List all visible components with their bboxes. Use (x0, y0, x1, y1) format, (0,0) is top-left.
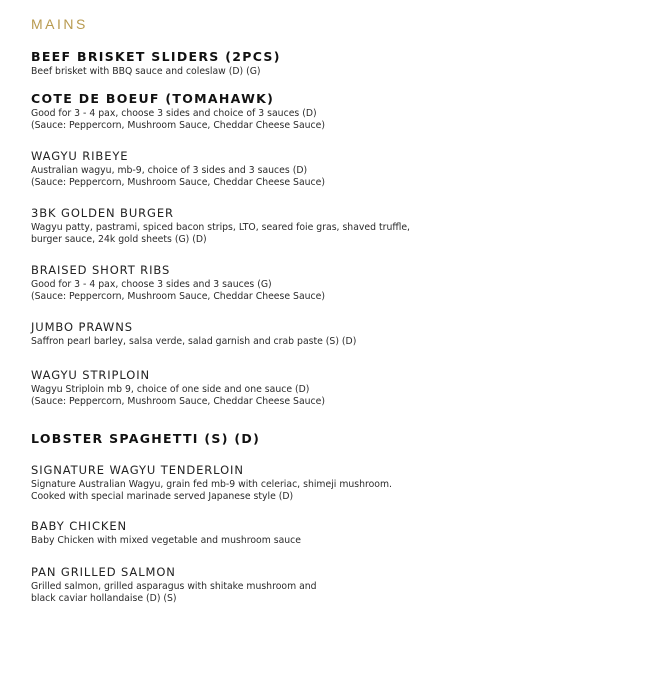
menu-item (31, 263, 631, 304)
section-title: MAINS (31, 16, 88, 32)
item-name: PAN GRILLED SALMON (31, 565, 176, 579)
menu-item (31, 320, 631, 348)
item-name: 3BK GOLDEN BURGER (31, 206, 174, 220)
item-description: Wagyu Striploin mb 9, choice of one side and one sauce (D) (Sauce: Peppercorn, Mushroom Sauce, Cheddar Cheese Sauce) (31, 384, 325, 408)
item-name: JUMBO PRAWNS (31, 320, 133, 334)
item-name: SIGNATURE WAGYU TENDERLOIN (31, 463, 244, 477)
menu-item (31, 368, 631, 409)
item-name: BABY CHICKEN (31, 519, 128, 533)
item-description: Grilled salmon, grilled asparagus with shitake mushroom and black caviar hollandaise (D) (S) (31, 581, 317, 605)
item-description: Beef brisket with BBQ sauce and coleslaw (D) (G) (31, 66, 261, 77)
item-name: COTE DE BOEUF (TOMAHAWK) (31, 91, 275, 106)
item-name: BRAISED SHORT RIBS (31, 263, 171, 277)
menu-item (31, 432, 631, 446)
item-name: WAGYU STRIPLOIN (31, 368, 151, 382)
item-name: BEEF BRISKET SLIDERS (2PCS) (31, 49, 281, 64)
item-description: Saffron pearl barley, salsa verde, salad garnish and crab paste (S) (D) (31, 336, 357, 347)
item-description: Wagyu patty, pastrami, spiced bacon strips, LTO, seared foie gras, shaved truffle, burger sauce, 24k gold sheets (G) (D) (31, 222, 411, 246)
menu-item (31, 519, 631, 547)
menu-item (31, 565, 631, 606)
menu-item (31, 206, 631, 247)
menu-item (31, 463, 631, 504)
menu-item (31, 149, 631, 190)
item-description: Australian wagyu, mb-9, choice of 3 sides and 3 sauces (D) (Sauce: Peppercorn, Mushroom Sauce, Cheddar Cheese Sauce) (31, 165, 325, 189)
menu-item (31, 92, 631, 133)
item-name: WAGYU RIBEYE (31, 149, 129, 163)
item-description: Baby Chicken with mixed vegetable and mushroom sauce (31, 535, 301, 546)
item-description: Good for 3 - 4 pax, choose 3 sides and 3 sauces (G) (Sauce: Peppercorn, Mushroom Sauce, Cheddar Cheese Sauce) (31, 279, 325, 303)
menu-item (31, 50, 631, 78)
item-name: LOBSTER SPAGHETTI (S) (D) (31, 431, 261, 446)
item-description: Good for 3 - 4 pax, choose 3 sides and choice of 3 sauces (D) (Sauce: Peppercorn, Mushroom Sauce, Cheddar Cheese Sauce) (31, 108, 325, 132)
item-description: Signature Australian Wagyu, grain fed mb-9 with celeriac, shimeji mushroom. Cooked with special marinade served Japanese style (D) (31, 479, 393, 503)
